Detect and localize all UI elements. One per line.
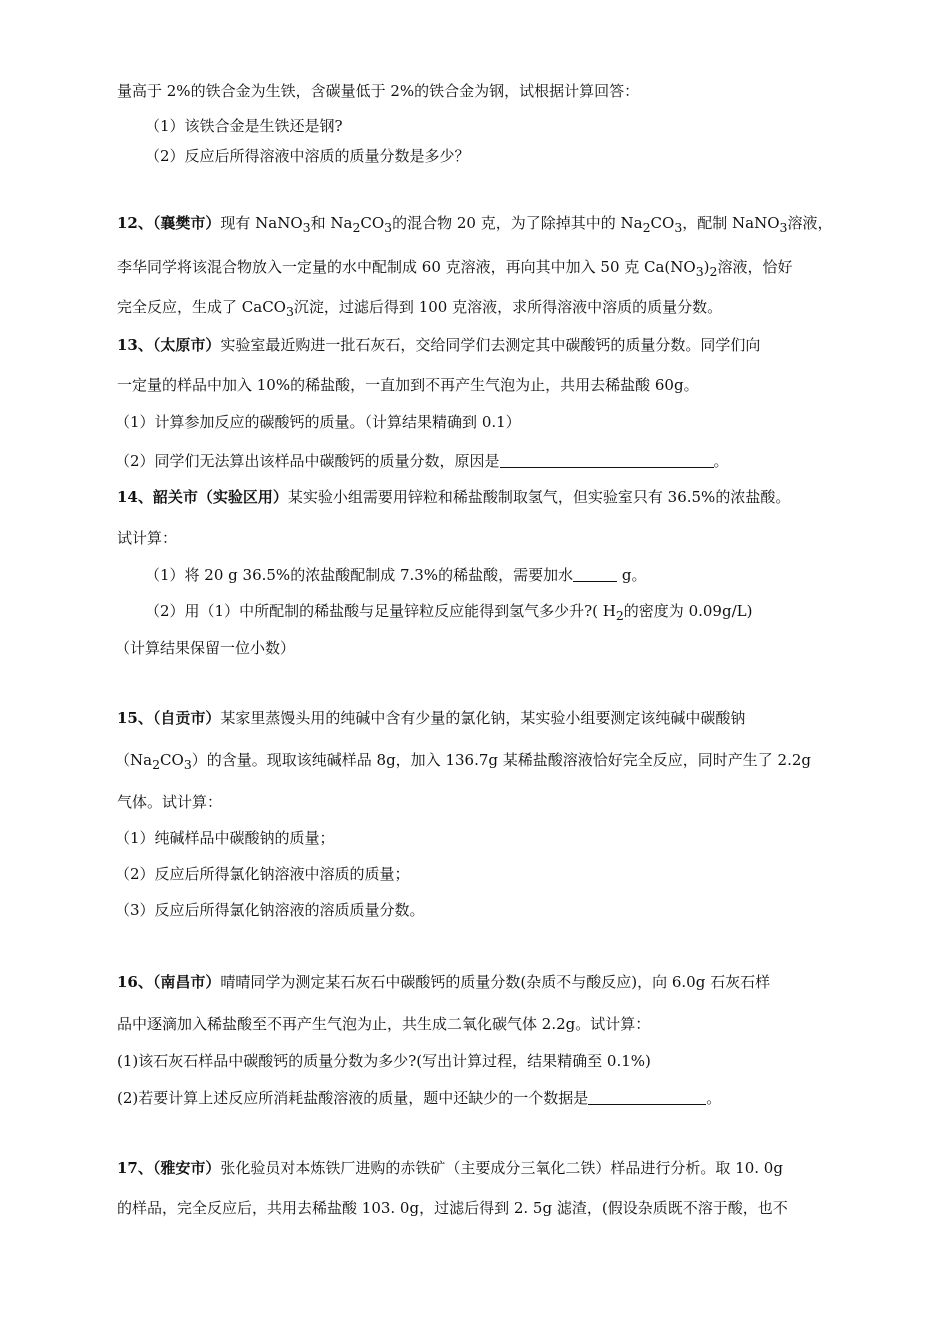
problem-17-line-2: 的样品，完全反应后，共用去稀盐酸 103. 0g，过滤后得到 2. 5g 滤渣，(假设杂质既不溶于酸，也不 <box>117 1199 788 1217</box>
problem-15-question-2: （2）反应后所得氯化钠溶液中溶质的质量； <box>115 865 410 883</box>
problem-14-question-1: （1）将 20 g 36.5%的浓盐酸配制成 7.3%的稀盐酸，需要加水 g。 <box>145 566 647 584</box>
problem-17-line-1: 17、（雅安市）张化验员对本炼铁厂进购的赤铁矿（主要成分三氧化二铁）样品进行分析。取 10. 0g <box>117 1159 783 1177</box>
problem-13-line-2: 一定量的样品中加入 10%的稀盐酸，一直加到不再产生气泡为止，共用去稀盐酸 60g。 <box>117 376 699 394</box>
problem-15-line-3: 气体。试计算： <box>117 793 223 811</box>
question-2: （2）反应后所得溶液中溶质的质量分数是多少？ <box>145 147 470 165</box>
problem-13-question-2: （2）同学们无法算出该样品中碳酸钙的质量分数，原因是 。 <box>115 452 729 470</box>
problem-16-question-2: (2)若要计算上述反应所消耗盐酸溶液的质量，题中还缺少的一个数据是 。 <box>117 1089 722 1107</box>
question-1: （1）该铁合金是生铁还是钢? <box>145 117 343 135</box>
problem-14-note: （计算结果保留一位小数） <box>115 639 296 657</box>
problem-15-line-1: 15、（自贡市）某家里蒸馒头用的纯碱中含有少量的氯化钠，某实验小组要测定该纯碱中碳酸钠 <box>117 709 746 727</box>
problem-13-question-1: （1）计算参加反应的碳酸钙的质量。（计算结果精确到 0.1） <box>115 413 521 431</box>
problem-13-line-1: 13、（太原市）实验室最近购进一批石灰石，交给同学们去测定其中碳酸钙的质量分数。同学们向 <box>117 336 761 354</box>
problem-12-line-1: 12、（襄樊市）现有 NaNO$_3$和 $Na_2CO_3$的混合物 20 克，为了除掉其中的 $Na_2CO_3$，配制 NaNO$_3$溶液， <box>117 214 833 235</box>
answer-blank <box>588 1090 706 1105</box>
problem-16-question-1: (1)该石灰石样品中碳酸钙的质量分数为多少?(写出计算过程，结果精确至 0.1%) <box>117 1052 651 1070</box>
problem-15-number: 15、（自贡市） <box>117 709 221 727</box>
problem-15-question-1: （1）纯碱样品中碳酸钠的质量； <box>115 829 335 847</box>
problem-16-line-1: 16、（南昌市）晴晴同学为测定某石灰石中碳酸钙的质量分数(杂质不与酸反应)，向 6.0g 石灰石样 <box>117 973 771 991</box>
problem-17-number: 17、（雅安市） <box>117 1159 221 1177</box>
answer-blank <box>573 567 617 582</box>
problem-12-number: 12、（襄樊市） <box>117 214 221 232</box>
problem-15-line-2: $(Na_2CO_3)$的含量。现取该纯碱样品 8g，加入 136.7g 某稀盐酸溶液恰好完全反应，同时产生了 2.2g <box>115 751 811 772</box>
problem-13-number: 13、（太原市） <box>117 336 221 354</box>
problem-14-number: 14、韶关市（实验区用） <box>117 488 288 506</box>
problem-12-line-3: 完全反应，生成了 CaCO$_3$沉淀，过滤后得到 100 克溶液，求所得溶液中溶质的质量分数。 <box>117 298 723 319</box>
problem-14-question-2: （2）用（1）中所配制的稀盐酸与足量锌粒反应能得到氢气多少升?( $H_2$的密度为 0.09g/L) <box>145 602 753 623</box>
problem-15-question-3: （3）反应后所得氯化钠溶液的溶质质量分数。 <box>115 901 425 919</box>
answer-blank <box>500 453 714 468</box>
problem-16-number: 16、（南昌市） <box>117 973 221 991</box>
problem-14-line-2: 试计算： <box>117 529 178 547</box>
problem-12-line-2: 李华同学将该混合物放入一定量的水中配制成 60 克溶液，再向其中加入 50 克 $Ca(NO_3)_2$溶液，恰好 <box>117 258 793 279</box>
problem-14-line-1: 14、韶关市（实验区用）某实验小组需要用锌粒和稀盐酸制取氢气，但实验室只有 36.5%的浓盐酸。 <box>117 488 791 506</box>
problem-16-line-2: 品中逐滴加入稀盐酸至不再产生气泡为止，共生成二氧化碳气体 2.2g。试计算： <box>117 1015 651 1033</box>
intro-text: 量高于 2%的铁合金为生铁，含碳量低于 2%的铁合金为钢，试根据计算回答： <box>117 82 640 100</box>
